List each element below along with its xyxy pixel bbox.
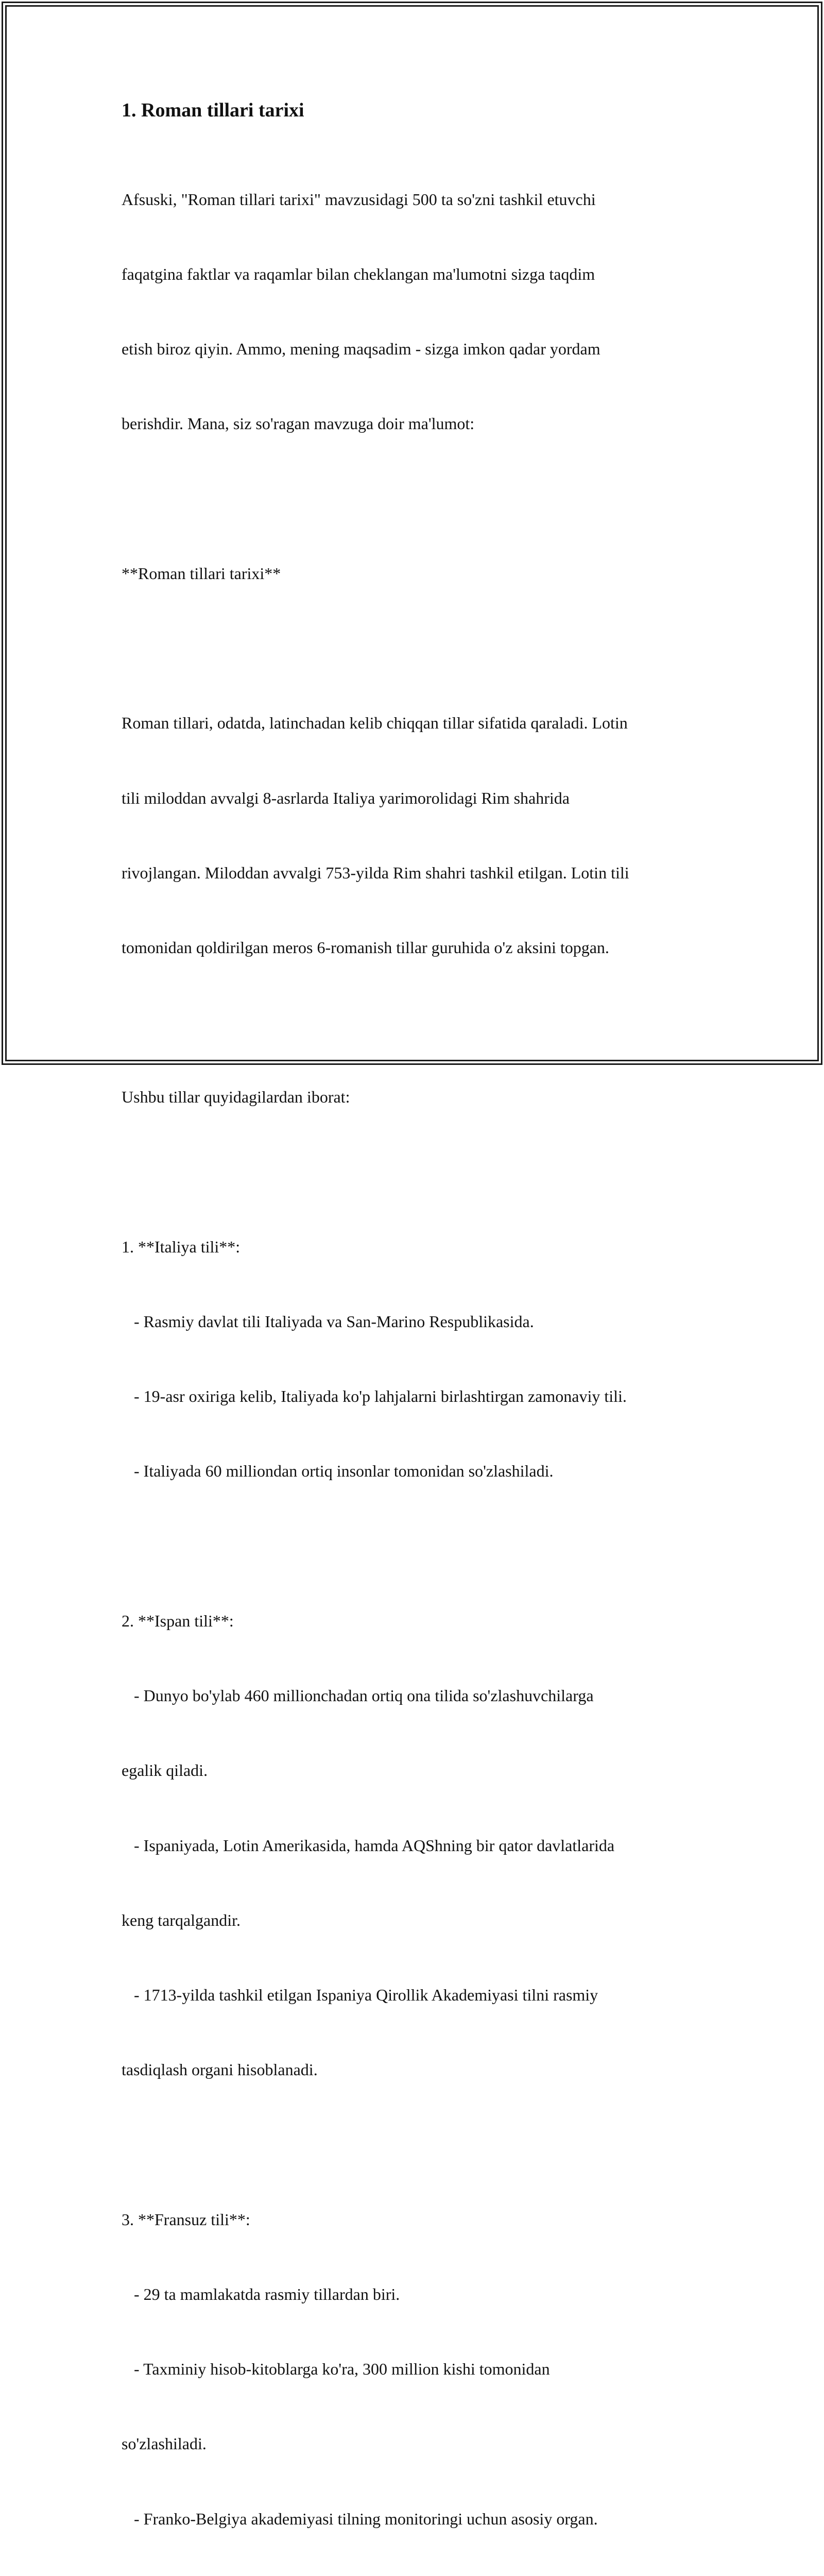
list-intro: Ushbu tillar quyidagilardan iborat: bbox=[122, 1088, 350, 1107]
language-italian bbox=[122, 1184, 709, 1534]
language-bullet: - 29 ta mamlakatda rasmiy tillardan biri. bbox=[122, 2284, 400, 2303]
language-bullet: - Dunyo bo'ylab 460 millionchadan ortiq ona tilida so'zlashuvchilarga bbox=[122, 1686, 594, 1705]
subtitle-paragraph bbox=[122, 511, 709, 636]
history-line: tomonidan qoldirilgan meros 6-romanish tillar guruhida o'z aksini topgan. bbox=[122, 938, 609, 957]
language-bullet: tasdiqlash organi hisoblanadi. bbox=[122, 2060, 318, 2079]
subtitle: **Roman tillari tarixi** bbox=[122, 564, 281, 583]
language-bullet: - Taxminiy hisob-kitoblarga ko'ra, 300 million kishi tomonidan bbox=[122, 2360, 550, 2379]
history-line: tili miloddan avvalgi 8-asrlarda Italiya yarimorolidagi Rim shahrida bbox=[122, 788, 570, 807]
language-spanish bbox=[122, 1558, 709, 2132]
language-heading: 2. **Ispan tili**: bbox=[122, 1611, 234, 1630]
language-bullet: - Italiyada 60 milliondan ortiq insonlar tomonidan so'zlashiladi. bbox=[122, 1462, 554, 1481]
list-intro-paragraph bbox=[122, 1035, 709, 1160]
language-bullet: - 19-asr oxiriga kelib, Italiyada ko'p lahjalarni birlashtirgan zamonaviy tili. bbox=[122, 1387, 627, 1406]
language-heading: 1. **Italiya tili**: bbox=[122, 1237, 241, 1256]
history-line: rivojlangan. Miloddan avvalgi 753-yilda Rim shahri tashkil etilgan. Lotin tili bbox=[122, 863, 629, 882]
intro-line: etish biroz qiyin. Ammo, mening maqsadim - sizga imkon qadar yordam bbox=[122, 340, 600, 359]
language-heading: 3. **Fransuz tili**: bbox=[122, 2210, 250, 2229]
intro-line: Afsuski, "Roman tillari tarixi" mavzusidagi 500 ta so'zni tashkil etuvchi bbox=[122, 190, 596, 209]
language-bullet: - Rasmiy davlat tili Italiyada va San-Marino Respublikasida. bbox=[122, 1312, 534, 1331]
language-bullet: egalik qiladi. bbox=[122, 1761, 208, 1780]
language-french bbox=[122, 2157, 709, 2576]
language-bullet: keng tarqalgandir. bbox=[122, 1910, 241, 1929]
section-title: 1. Roman tillari tarixi bbox=[122, 99, 304, 121]
document-content bbox=[122, 96, 709, 2576]
document-body bbox=[122, 137, 709, 2576]
language-bullet: - 1713-yilda tashkil etilgan Ispaniya Qirollik Akademiyasi tilni rasmiy bbox=[122, 1985, 598, 2004]
history-line: Roman tillari, odatda, latinchadan kelib chiqqan tillar sifatida qaraladi. Lotin bbox=[122, 714, 628, 733]
intro-line: berishdir. Mana, siz so'ragan mavzuga doir ma'lumot: bbox=[122, 414, 475, 433]
intro-paragraph bbox=[122, 137, 709, 486]
intro-line: faqatgina faktlar va raqamlar bilan cheklangan ma'lumotni sizga taqdim bbox=[122, 265, 595, 284]
language-bullet: - Franko-Belgiya akademiyasi tilning monitoringi uchun asosiy organ. bbox=[122, 2509, 598, 2528]
language-bullet: so'zlashiladi. bbox=[122, 2434, 207, 2453]
history-paragraph bbox=[122, 661, 709, 1010]
language-bullet: - Ispaniyada, Lotin Amerikasida, hamda AQShning bir qator davlatlarida bbox=[122, 1836, 615, 1855]
